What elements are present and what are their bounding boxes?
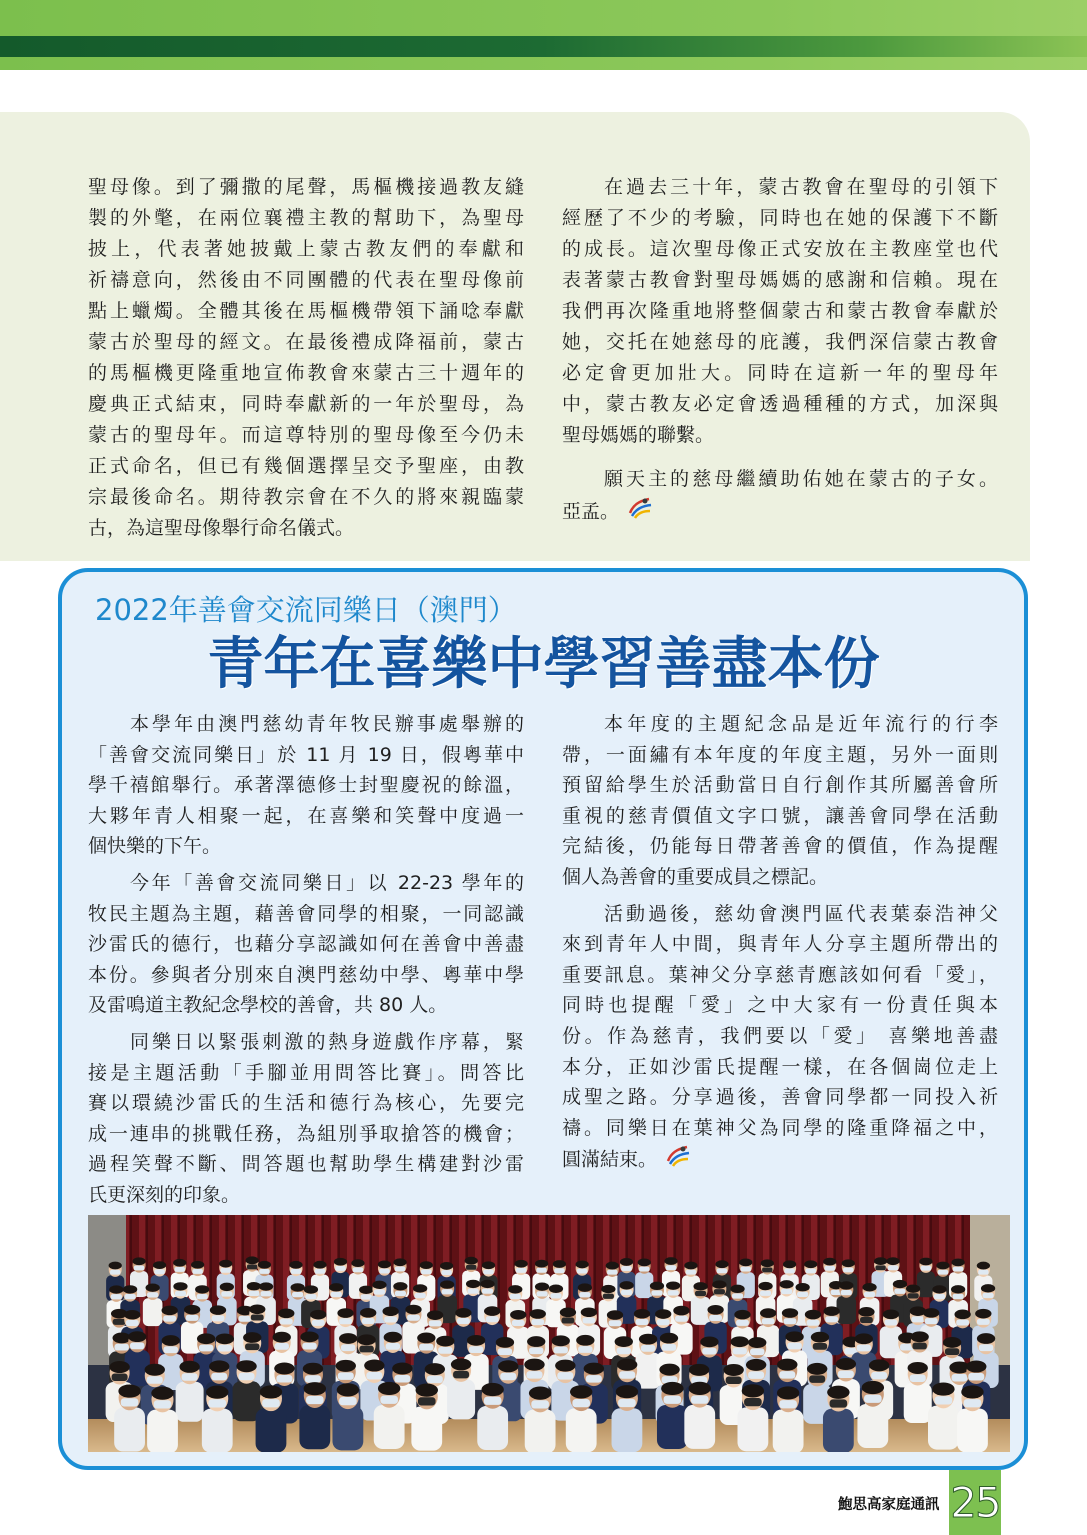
paragraph <box>562 899 998 1174</box>
text-line-content: 完結後，仍能每日帶著善會的價值，作為提醒 <box>562 835 998 858</box>
text-line-content: 在過去三十年，蒙古教會在聖母的引領下 <box>604 176 998 198</box>
text-line <box>88 929 524 960</box>
text-line <box>562 740 998 771</box>
text-line <box>562 801 998 832</box>
top-right-column <box>562 172 998 526</box>
text-line-content: 經歷了不少的考驗，同時也在她的保護下不斷 <box>562 207 998 229</box>
publication-name: 鮑思高家庭通訊 <box>838 1497 940 1513</box>
text-line <box>88 1088 524 1119</box>
text-line-content: 及雷鳴道主教紀念學校的善會，共 80 人。 <box>88 994 448 1017</box>
text-line-content: 必定會更加壯大。同時在這新一年的聖母年 <box>562 362 998 384</box>
text-line <box>562 464 998 495</box>
text-line <box>88 831 524 862</box>
text-line-content: 接是主題活動「手腳並用問答比賽」。問答比 <box>88 1061 524 1084</box>
text-line-content: 古，為這聖母像舉行命名儀式。 <box>88 517 355 539</box>
text-line-content: 重要訊息。葉神父分享慈青應該如何看「愛」， <box>562 963 998 986</box>
text-line <box>88 513 524 544</box>
text-line <box>562 327 998 358</box>
text-line-content: 本學年由澳門慈幼青年牧民辦事處舉辦的 <box>130 713 524 735</box>
text-line <box>562 420 998 451</box>
text-line <box>562 929 998 960</box>
text-line <box>88 420 524 451</box>
text-line <box>88 960 524 991</box>
text-line-content: 慶典正式結束，同時奉獻新的一年於聖母，為 <box>88 393 524 415</box>
text-line <box>562 770 998 801</box>
text-line <box>562 265 998 296</box>
page-number-box <box>949 1470 1001 1535</box>
text-line-content: 本年度的主題紀念品是近年流行的行李 <box>604 713 998 735</box>
text-line <box>562 234 998 265</box>
text-line <box>88 1180 524 1211</box>
text-line-content: 重視的慈青價值文字口號，讓善會同學在活動 <box>562 804 998 827</box>
text-line-content: 沙雷氏的德行，也藉分享認識如何在善會中善盡 <box>88 933 524 956</box>
text-line <box>88 234 524 265</box>
text-line-content: 成一連串的挑戰任務，為組別爭取搶答的機會； <box>88 1122 524 1145</box>
group-photo-image <box>88 1215 1010 1452</box>
paragraph <box>562 709 998 893</box>
paragraph <box>88 868 524 1021</box>
text-line <box>562 1143 998 1174</box>
text-line <box>562 1021 998 1052</box>
text-line-content: 宗最後命名。期待教宗會在不久的將來親臨蒙 <box>88 486 524 508</box>
text-line-content: 學千禧館舉行。承著澤德修士封聖慶祝的餘溫， <box>88 774 524 797</box>
text-line <box>88 172 524 203</box>
text-line <box>88 1149 524 1180</box>
text-line <box>562 709 998 740</box>
text-line <box>88 1058 524 1089</box>
text-line-content: 預留給學生於活動當日自行創作其所屬善會所 <box>562 774 998 797</box>
text-line-content: 點上蠟燭。全體其後在馬樞機帶領下誦唸奉獻 <box>88 300 524 322</box>
text-line-content: 願天主的慈母繼續助佑她在蒙古的子女。 <box>604 468 998 490</box>
text-line-content: 的成長。這次聖母像正式安放在主教座堂也代 <box>562 238 998 260</box>
text-line <box>88 740 524 771</box>
text-line-content: 聖母像。到了彌撒的尾聲，馬樞機接過教友縫 <box>88 176 524 198</box>
text-line <box>562 296 998 327</box>
text-line-content: 活動過後，慈幼會澳門區代表葉泰浩神父 <box>604 902 998 925</box>
text-line-content: 表著蒙古教會對聖母媽媽的感謝和信賴。現在 <box>562 269 998 291</box>
text-line <box>562 862 998 893</box>
text-line <box>562 1082 998 1113</box>
paragraph <box>88 172 524 544</box>
text-line <box>88 265 524 296</box>
text-line-content: 氏更深刻的印象。 <box>88 1183 241 1206</box>
text-line-content: 同樂日以緊張刺激的熱身遊戲作序幕，緊 <box>130 1030 524 1053</box>
text-line <box>88 451 524 482</box>
text-line-content: 我們再次隆重地將整個蒙古和蒙古教會奉獻於 <box>562 300 998 322</box>
text-line <box>562 389 998 420</box>
text-line <box>562 495 998 526</box>
header-band <box>0 0 1087 70</box>
text-line-content: 本分，正如沙雷氏提醒一樣，在各個崗位走上 <box>562 1055 998 1078</box>
text-line-content: 蒙古於聖母的經文。在最後禮成降福前，蒙古 <box>88 331 524 353</box>
group-photo <box>88 1215 1010 1452</box>
feature-title: 青年在喜樂中學習善盡本份 <box>207 632 880 697</box>
text-line-content: 個快樂的下午。 <box>88 835 222 858</box>
text-line-content: 份。作為慈青，我們要以「愛」 喜樂地善盡 <box>562 1024 998 1047</box>
text-line-content: 聖母媽媽的聯繫。 <box>562 424 715 446</box>
text-line-content: 帶，一面繡有本年度的年度主題，另外一面則 <box>562 743 998 766</box>
text-line <box>88 358 524 389</box>
paragraph <box>88 1027 524 1211</box>
text-line-content: 她，交托在她慈母的庇護，我們深信蒙古教會 <box>562 331 998 353</box>
text-line-content: 本份。參與者分別來自澳門慈幼中學、粵華中學 <box>88 963 524 986</box>
text-line <box>88 1119 524 1150</box>
text-line <box>88 709 524 740</box>
text-line <box>88 296 524 327</box>
text-line <box>88 868 524 899</box>
paragraph <box>562 172 998 451</box>
text-line-content: 同時也提醒「愛」之中大家有一份責任與本 <box>562 994 998 1017</box>
text-line-content: 圓滿結束。 <box>562 1148 658 1171</box>
text-line <box>562 172 998 203</box>
text-line-content: 賽以環繞沙雷氏的生活和德行為核心，先要完 <box>88 1092 524 1115</box>
text-line-content: 正式命名，但已有幾個選擇呈交予聖座，由教 <box>88 455 524 477</box>
text-line <box>88 482 524 513</box>
header-stripe <box>0 36 1087 57</box>
text-line <box>562 899 998 930</box>
text-line-content: 披上，代表著她披戴上蒙古教友們的奉獻和 <box>88 238 524 260</box>
text-line <box>562 960 998 991</box>
text-line-content: 大夥年青人相聚一起，在喜樂和笑聲中度過一 <box>88 804 524 827</box>
feature-subtitle: 2022年善會交流同樂日（澳門） <box>95 593 517 627</box>
feature-right-column <box>562 709 998 1174</box>
text-line <box>562 990 998 1021</box>
text-line <box>88 990 524 1021</box>
text-line-content: 蒙古的聖母年。而這尊特別的聖母像至今仍未 <box>88 424 524 446</box>
salesian-logo-icon <box>627 495 653 529</box>
text-line <box>88 327 524 358</box>
text-line-content: 的馬樞機更隆重地宣佈教會來蒙古三十週年的 <box>88 362 524 384</box>
text-line-content: 亞孟。 <box>562 500 620 523</box>
text-line <box>562 831 998 862</box>
text-line-content: 成聖之路。分享過後，善會同學都一同投入祈 <box>562 1086 998 1109</box>
text-line-content: 中，蒙古教友必定會透過種種的方式，加深與 <box>562 393 998 415</box>
text-line <box>562 358 998 389</box>
text-line <box>88 770 524 801</box>
page-number: 25 <box>950 1478 1000 1527</box>
text-line-content: 禱。同樂日在葉神父為同學的隆重降福之中， <box>562 1116 998 1139</box>
text-line-content: 牧民主題為主題，藉善會同學的相聚，一同認識 <box>88 902 524 925</box>
text-line <box>88 899 524 930</box>
top-left-column <box>88 172 524 544</box>
text-line-content: 過程笑聲不斷、問答題也幫助學生構建對沙雷 <box>88 1153 524 1176</box>
text-line-content: 個人為善會的重要成員之標記。 <box>562 865 829 888</box>
feature-left-column <box>88 709 524 1211</box>
text-line <box>562 1052 998 1083</box>
text-line-content: 製的外氅，在兩位襄禮主教的幫助下，為聖母 <box>88 207 524 229</box>
text-line <box>562 203 998 234</box>
text-line <box>562 1113 998 1144</box>
text-line <box>88 801 524 832</box>
text-line <box>88 203 524 234</box>
text-line-content: 今年「善會交流同樂日」以 22-23 學年的 <box>130 871 524 894</box>
text-line-content: 祈禱意向，然後由不同團體的代表在聖母像前 <box>88 269 524 291</box>
text-line <box>88 1027 524 1058</box>
text-line <box>88 389 524 420</box>
paragraph <box>88 709 524 862</box>
text-line-content: 「善會交流同樂日」於 11 月 19 日，假粵華中 <box>88 743 524 766</box>
salesian-logo-icon <box>665 1143 691 1177</box>
paragraph <box>562 464 998 526</box>
text-line-content: 來到青年人中間，與青年人分享主題所帶出的 <box>562 933 998 956</box>
